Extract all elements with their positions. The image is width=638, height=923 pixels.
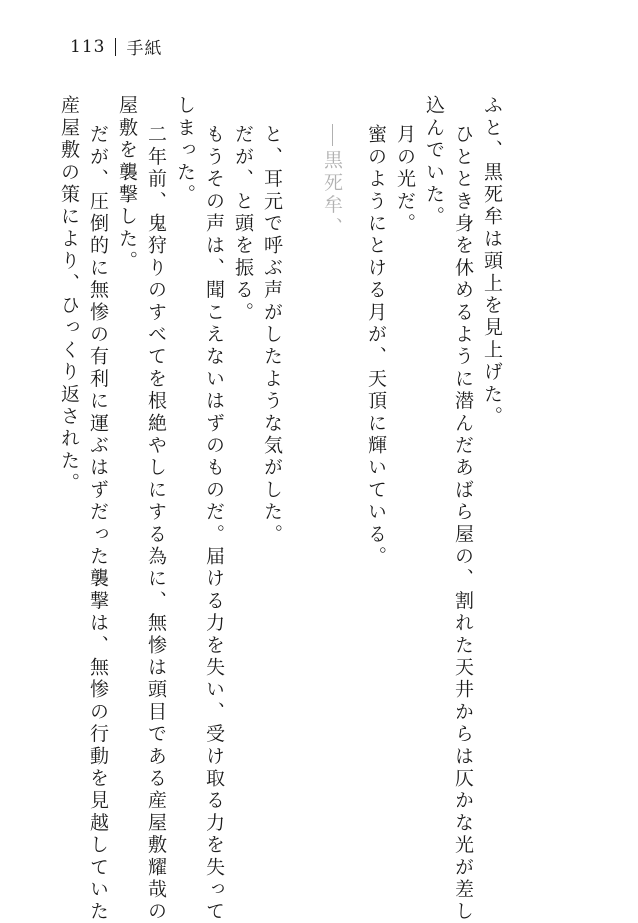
text-column-9: もうその声は、聞こえないはずのものだ。届ける力を失い、受け取る力を失って (203, 124, 225, 923)
text-column-14: 産屋敷の策により、ひっくり返された。 (58, 95, 80, 495)
page-number: 113 (70, 36, 106, 57)
text-column-3: 込んでいた。 (423, 95, 445, 229)
text-column-13: だが、圧倒的に無惨の有利に運ぶはずだった襲撃は、無惨の行動を見越していた (87, 124, 109, 923)
text-column-2: ひととき身を休めるように潜んだあばら屋の、割れた天井からは仄かな光が差し (452, 124, 474, 923)
text-column-6: 黒死牟、 (321, 150, 343, 239)
text-column-12: 屋敷を襲撃した。 (116, 95, 138, 273)
text-column-5: 蜜のようにとける月が、天頂に輝いている。 (365, 124, 387, 568)
chapter-title: 手紙 (126, 39, 163, 59)
text-column-11: 二年前、鬼狩りのすべてを根絶やしにする為に、無惨は頭目である産屋敷耀哉の (145, 124, 167, 923)
text-column-1: ふと、黒死牟は頭上を見上げた。 (481, 95, 503, 428)
text-column-4: 月の光だ。 (394, 124, 416, 235)
em-dash-line (332, 124, 333, 146)
text-column-10: しまった。 (174, 95, 196, 206)
text-column-7: と、耳元で呼ぶ声がしたような気がした。 (261, 124, 283, 546)
text-column-8: だが、と頭を振る。 (232, 124, 254, 324)
